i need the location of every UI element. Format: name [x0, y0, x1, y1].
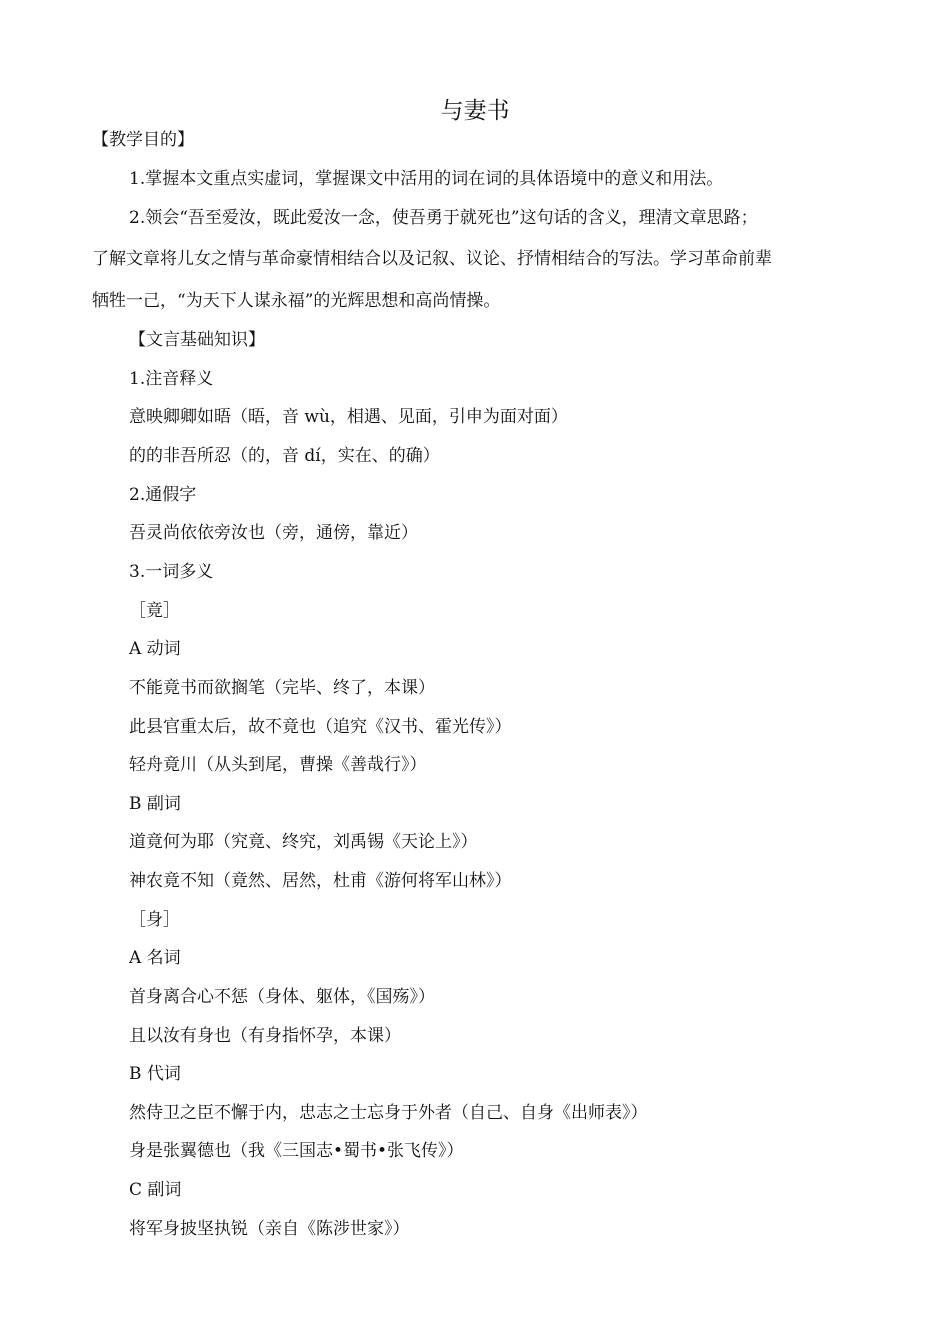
- paragraph-line: 道竟何为耶（究竟、终究，刘禹锡《天论上》）: [129, 832, 478, 852]
- paragraph-line: 且以汝有身也（有身指怀孕，本课）: [129, 1026, 401, 1046]
- part-of-speech-label: B 代词: [129, 1064, 181, 1084]
- paragraph-line: 了解文章将儿女之情与革命豪情相结合以及记叙、议论、抒情相结合的写法。学习革命前辈: [92, 249, 772, 269]
- part-of-speech-label: A 动词: [129, 639, 181, 659]
- paragraph-line: 意映卿卿如晤（晤，音 wù，相遇、见面，引申为面对面）: [129, 407, 568, 427]
- paragraph-line: 然侍卫之臣不懈于内，忠志之士忘身于外者（自己、自身《出师表》）: [129, 1103, 648, 1123]
- paragraph-line: 轻舟竟川（从头到尾，曹操《善哉行》）: [129, 755, 427, 775]
- part-of-speech-label: C 副词: [129, 1180, 182, 1200]
- document-title: 与妻书: [440, 98, 510, 124]
- word-entry-heading: ［身］: [129, 910, 180, 930]
- paragraph-line: 首身离合心不惩（身体、躯体，《国殇》）: [129, 987, 435, 1007]
- section-heading: 3.一词多义: [129, 562, 214, 582]
- heading-classical-basics: 【文言基础知识】: [129, 330, 265, 350]
- paragraph-line: 1.掌握本文重点实虚词，掌握课文中活用的词在词的具体语境中的意义和用法。: [129, 169, 724, 189]
- heading-teaching-goals: 【教学目的】: [92, 130, 194, 150]
- section-heading: 2.通假字: [129, 485, 197, 505]
- word-entry-heading: ［竟］: [129, 601, 180, 621]
- paragraph-line: 牺牲一己，“为天下人谋永福”的光辉思想和高尚情操。: [92, 291, 501, 311]
- paragraph-line: 将军身披坚执锐（亲自《陈涉世家》）: [129, 1219, 410, 1239]
- paragraph-line: 此县官重太后，故不竟也（追究《汉书、霍光传》）: [129, 717, 512, 737]
- paragraph-line: 神农竟不知（竟然、居然，杜甫《游何将军山林》）: [129, 871, 512, 891]
- paragraph-line: 2.领会“吾至爱汝，既此爱汝一念，使吾勇于就死也”这句话的含义，理清文章思路；: [129, 208, 758, 228]
- paragraph-line: 的的非吾所忍（的，音 dí，实在、的确）: [129, 446, 440, 466]
- part-of-speech-label: B 副词: [129, 794, 181, 814]
- paragraph-line: 吾灵尚依依旁汝也（旁，通傍，靠近）: [129, 523, 418, 543]
- paragraph-line: 不能竟书而欲搁笔（完毕、终了，本课）: [129, 678, 435, 698]
- section-heading: 1.注音释义: [129, 369, 214, 389]
- paragraph-line: 身是张翼德也（我《三国志•蜀书•张飞传》）: [129, 1141, 464, 1161]
- part-of-speech-label: A 名词: [129, 948, 181, 968]
